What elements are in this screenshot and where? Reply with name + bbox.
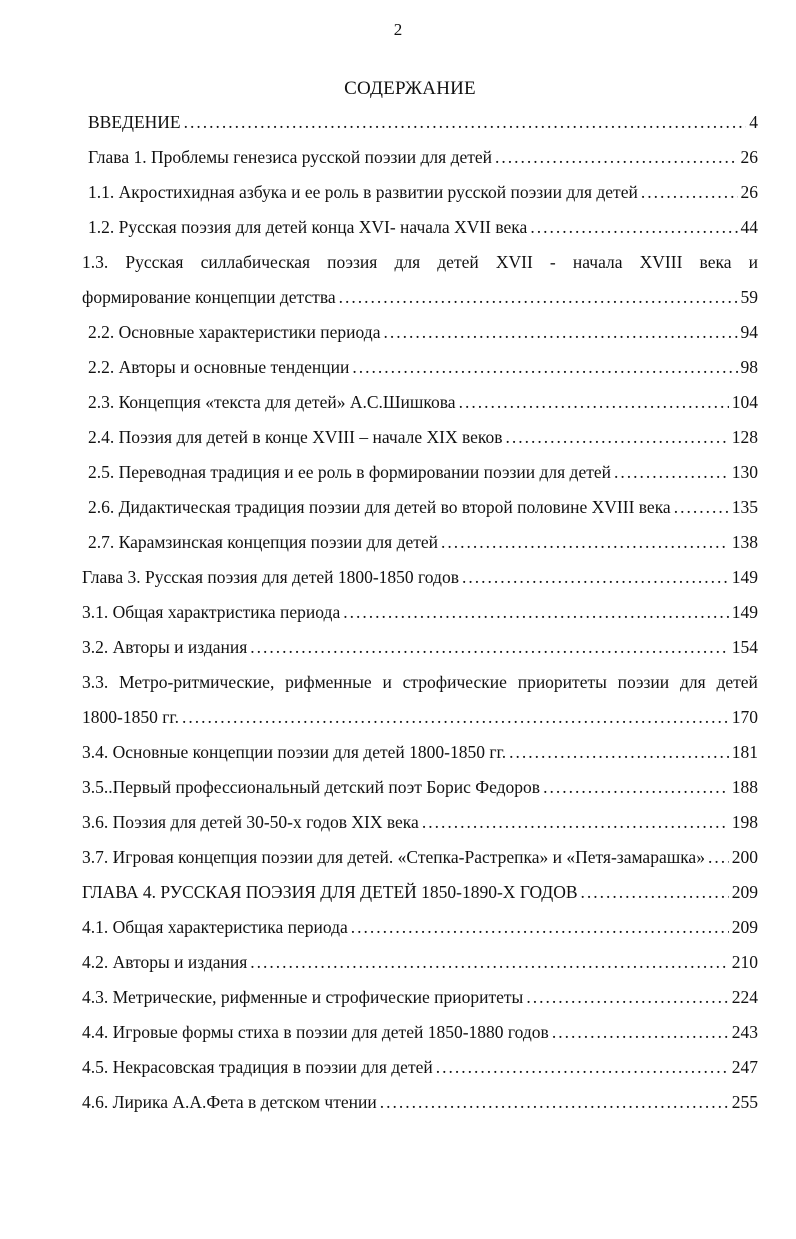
toc-entry-page: 26 (740, 147, 758, 167)
toc-entry-title: ВВЕДЕНИЕ (88, 112, 181, 132)
toc-word: - (549, 252, 556, 272)
toc-entry-title: 3.1. Общая характристика периода (82, 602, 341, 622)
dot-leader (506, 427, 729, 448)
dot-leader (495, 147, 737, 168)
dot-leader (641, 182, 738, 203)
toc-entry[interactable] (82, 917, 758, 952)
toc-entry[interactable] (82, 427, 758, 462)
toc-word: рифменные (285, 672, 372, 692)
toc-entry-page: 104 (731, 392, 758, 412)
toc-entry-page: 247 (731, 1057, 758, 1077)
dot-leader (552, 1022, 729, 1043)
toc-heading: СОДЕРЖАНИЕ (344, 78, 476, 99)
toc-entry-page: 209 (731, 882, 758, 902)
toc-entry-title: 2.7. Карамзинская концепция поэзии для детей (88, 532, 439, 552)
toc-entry[interactable] (82, 497, 758, 532)
toc-entry-title: ГЛАВА 4. РУССКАЯ ПОЭЗИЯ ДЛЯ ДЕТЕЙ 1850-1890-Х ГОДОВ (82, 882, 578, 902)
toc-word: 3.3. (82, 672, 109, 692)
toc-entry-title: 3.6. Поэзия для детей 30-50-х годов XIX века (82, 812, 419, 832)
toc-entry-page: 128 (731, 427, 758, 447)
toc-entry-page: 243 (731, 1022, 758, 1042)
dot-leader (674, 497, 729, 518)
toc-entry[interactable] (82, 777, 758, 812)
toc-word: XVIII (639, 252, 683, 272)
toc-word: и (748, 252, 758, 272)
toc-entry-title: 2.5. Переводная традиция и ее роль в формировании поэзии для детей (88, 462, 612, 482)
dot-leader (509, 742, 729, 763)
toc-entry[interactable] (82, 882, 758, 917)
toc-entry-title: 4.3. Метрические, рифменные и строфические приоритеты (82, 987, 524, 1007)
dot-leader (708, 847, 729, 868)
toc-entry[interactable] (82, 182, 758, 217)
toc-entry[interactable] (82, 637, 758, 672)
toc-entry-page: 154 (731, 637, 758, 657)
toc-entry[interactable] (82, 1057, 758, 1092)
toc-entry-page: 26 (740, 182, 758, 202)
toc-entry-title: 2.6. Дидактическая традиция поэзии для детей во второй половине XVIII века (88, 497, 671, 517)
toc-word: строфические (402, 672, 507, 692)
dot-leader (459, 392, 729, 413)
toc-entry-title: 4.2. Авторы и издания (82, 952, 248, 972)
toc-entry-page: 4 (749, 112, 758, 132)
toc-entry[interactable] (82, 847, 758, 882)
toc-entry[interactable] (82, 392, 758, 427)
toc-entry-title: 2.2. Основные характеристики периода (88, 322, 381, 342)
toc-word: начала (572, 252, 623, 272)
toc-word: Метро-ритмические, (119, 672, 275, 692)
toc-entry[interactable] (82, 812, 758, 847)
toc-entry[interactable] (82, 1022, 758, 1057)
dot-leader (343, 602, 729, 623)
toc-entry-line1[interactable] (82, 672, 758, 707)
dot-leader (250, 952, 728, 973)
toc-entry[interactable] (82, 147, 758, 182)
toc-entry-title: 2.3. Концепция «текста для детей» А.С.Шишкова (88, 392, 456, 412)
dot-leader (351, 917, 729, 938)
dot-leader (462, 567, 729, 588)
dot-leader (614, 462, 729, 483)
toc-entry-page: 138 (731, 532, 758, 552)
toc-entry-page: 149 (731, 602, 758, 622)
toc-entry-page: 59 (740, 287, 758, 307)
toc-entry-page: 149 (731, 567, 758, 587)
dot-leader (184, 112, 747, 133)
toc-entry-page: 181 (731, 742, 758, 762)
toc-entry-page: 255 (731, 1092, 758, 1112)
dot-leader (530, 217, 737, 238)
toc-entry-line1[interactable] (82, 252, 758, 287)
dot-leader (250, 637, 728, 658)
toc-word: Русская (125, 252, 184, 272)
toc-word: века (699, 252, 732, 272)
dot-leader (436, 1057, 729, 1078)
toc-entry-title: 3.5..Первый профессиональный детский поэт Борис Федоров (82, 777, 541, 797)
toc-entry-page: 98 (740, 357, 758, 377)
toc-entry[interactable] (82, 112, 758, 147)
toc-word: силлабическая (200, 252, 311, 272)
toc-entry-title: 1800-1850 гг. (82, 707, 179, 727)
toc-entry-title: 1.2. Русская поэзия для детей конца XVI- начала XVII века (88, 217, 528, 237)
toc-entry[interactable] (82, 357, 758, 392)
toc-entry-title: 2.2. Авторы и основные тенденции (88, 357, 350, 377)
toc-entry-line2[interactable] (82, 707, 758, 742)
dot-leader (339, 287, 738, 308)
dot-leader (441, 532, 729, 553)
toc-entry[interactable] (82, 532, 758, 567)
toc-word: приоритеты (517, 672, 607, 692)
toc-entry-line2[interactable] (82, 287, 758, 322)
toc-entry-title: формирование концепции детства (82, 287, 336, 307)
dot-leader (352, 357, 737, 378)
toc-entry[interactable] (82, 987, 758, 1022)
toc-entry[interactable] (82, 322, 758, 357)
toc-entry[interactable] (82, 952, 758, 987)
toc-entry[interactable] (82, 217, 758, 252)
table-of-contents (82, 112, 758, 1127)
toc-entry-title: 4.5. Некрасовская традиция в поэзии для детей (82, 1057, 433, 1077)
toc-entry-page: 135 (731, 497, 758, 517)
toc-word: для (679, 672, 706, 692)
page-number: 2 (393, 20, 403, 39)
toc-entry-page: 224 (731, 987, 758, 1007)
toc-word: детей (716, 672, 758, 692)
toc-entry[interactable] (82, 602, 758, 637)
toc-entry-page: 210 (731, 952, 758, 972)
toc-entry-title: 4.6. Лирика А.А.Фета в детском чтении (82, 1092, 377, 1112)
toc-entry-title: 3.2. Авторы и издания (82, 637, 248, 657)
dot-leader (581, 882, 729, 903)
dot-leader (383, 322, 737, 343)
toc-entry-title: 1.1. Акростихидная азбука и ее роль в развитии русской поэзии для детей (88, 182, 638, 202)
dot-leader (543, 777, 729, 798)
toc-entry-title: 3.7. Игровая концепция поэзии для детей. «Степка-Растрепка» и «Петя-замарашка» (82, 847, 705, 867)
toc-entry-page: 170 (731, 707, 758, 727)
toc-entry-page: 94 (740, 322, 758, 342)
toc-entry-page: 44 (740, 217, 758, 237)
toc-entry-title: Глава 3. Русская поэзия для детей 1800-1850 годов (82, 567, 459, 587)
toc-word: XVII (495, 252, 533, 272)
toc-entry-page: 200 (731, 847, 758, 867)
toc-entry-title: 2.4. Поэзия для детей в конце XVIII – начале XIX веков (88, 427, 503, 447)
toc-entry-title: 4.1. Общая характеристика периода (82, 917, 348, 937)
toc-word: 1.3. (82, 252, 109, 272)
dot-leader (182, 707, 729, 728)
dot-leader (380, 1092, 729, 1113)
dot-leader (422, 812, 729, 833)
toc-entry[interactable] (82, 742, 758, 777)
toc-word: и (382, 672, 392, 692)
toc-word: поэзия (327, 252, 378, 272)
toc-entry-page: 130 (731, 462, 758, 482)
toc-word: детей (437, 252, 479, 272)
toc-word: для (394, 252, 421, 272)
toc-entry[interactable] (82, 1092, 758, 1127)
toc-entry[interactable] (82, 567, 758, 602)
toc-entry-page: 209 (731, 917, 758, 937)
toc-word: поэзии (617, 672, 670, 692)
toc-entry-page: 198 (731, 812, 758, 832)
toc-entry[interactable] (82, 462, 758, 497)
toc-entry-title: Глава 1. Проблемы генезиса русской поэзии для детей (88, 147, 493, 167)
toc-entry-title: 4.4. Игровые формы стиха в поэзии для детей 1850-1880 годов (82, 1022, 549, 1042)
toc-entry-title: 3.4. Основные концепции поэзии для детей 1800-1850 гг. (82, 742, 507, 762)
toc-entry-page: 188 (731, 777, 758, 797)
dot-leader (526, 987, 728, 1008)
